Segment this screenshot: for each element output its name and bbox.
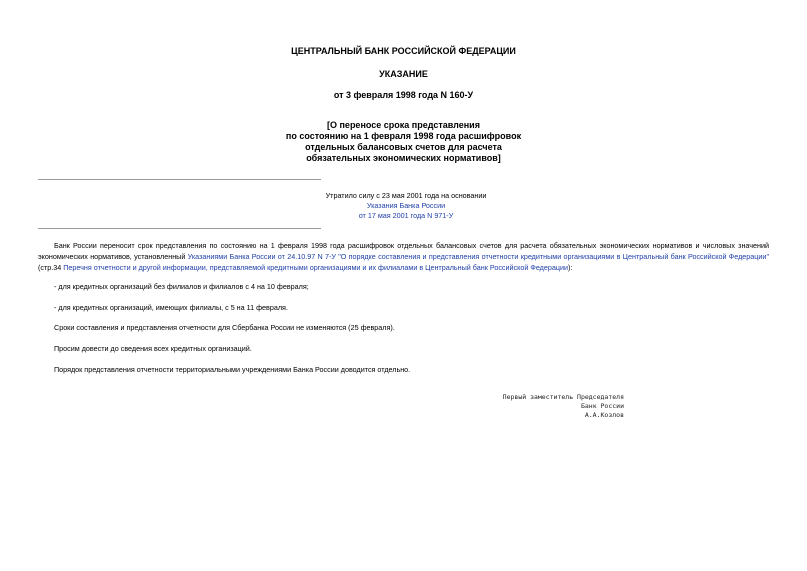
issuer-heading: ЦЕНТРАЛЬНЫЙ БАНК РОССИЙСКОЙ ФЕДЕРАЦИИ — [291, 46, 516, 56]
divider-top — [38, 179, 321, 180]
reporting-list-link[interactable]: Перечня отчетности и другой информации, представляемой кредитными организациями и их филиалами в Центральный банк Российской Федерации — [63, 263, 569, 272]
list-item-with-branches: - для кредитных организаций, имеющих филиалы, с 5 на 11 февраля. — [54, 303, 288, 312]
repeal-link-line-2[interactable]: от 17 мая 2001 года N 971-У — [358, 211, 454, 220]
document-title-line-2: по состоянию на 1 февраля 1998 года расшифровок — [285, 131, 522, 141]
document-date-number: от 3 февраля 1998 года N 160-У — [333, 90, 474, 100]
document-title-line-3: отдельных балансовых счетов для расчета — [305, 142, 502, 152]
signatory-organization: Банк России — [580, 402, 624, 410]
signatory-name: А.А.Козлов — [584, 411, 624, 419]
document-title-line-1: [О переносе срока представления — [327, 120, 480, 130]
document-title-line-4: обязательных экономических нормативов] — [306, 153, 501, 163]
status-note-text: Утратило силу с 23 мая 2001 года на основании — [325, 191, 487, 200]
paragraph-procedure: Порядок представления отчетности территориальными учреждениями Банка России доводится отдельно. — [54, 365, 411, 374]
paragraph-main-text-1: Банк России переносит срок представления по состоянию на 1 февраля 1998 года расшифровок отдельных балансовых счетов для расчета обязательных экономических нормативов и числовых значений экономических нормативов, установленный — [38, 241, 769, 261]
paragraph-main-text-2: (стр.34 — [38, 263, 64, 272]
paragraph-main-text-3: ): — [568, 263, 573, 272]
divider-bottom — [38, 228, 321, 229]
instruction-7u-link[interactable]: Указаниями Банка России от 24.10.97 N 7-У "О порядке составления и представления отчетности кредитными организациями в Центральный банк Российской Федерации" — [187, 252, 769, 261]
signatory-position: Первый заместитель Председателя — [502, 393, 624, 401]
paragraph-notify: Просим довести до сведения всех кредитных организаций. — [54, 344, 252, 353]
paragraph-sberbank: Сроки составления и представления отчетности для Сбербанка России не изменяются (25 февраля). — [54, 323, 395, 332]
document-type: УКАЗАНИЕ — [379, 69, 428, 79]
repeal-link-line-1[interactable]: Указания Банка России — [366, 201, 446, 210]
signature-block — [503, 393, 624, 420]
paragraph-main — [38, 240, 769, 273]
list-item-no-branches: - для кредитных организаций без филиалов и филиалов с 4 на 10 февраля; — [54, 282, 309, 291]
